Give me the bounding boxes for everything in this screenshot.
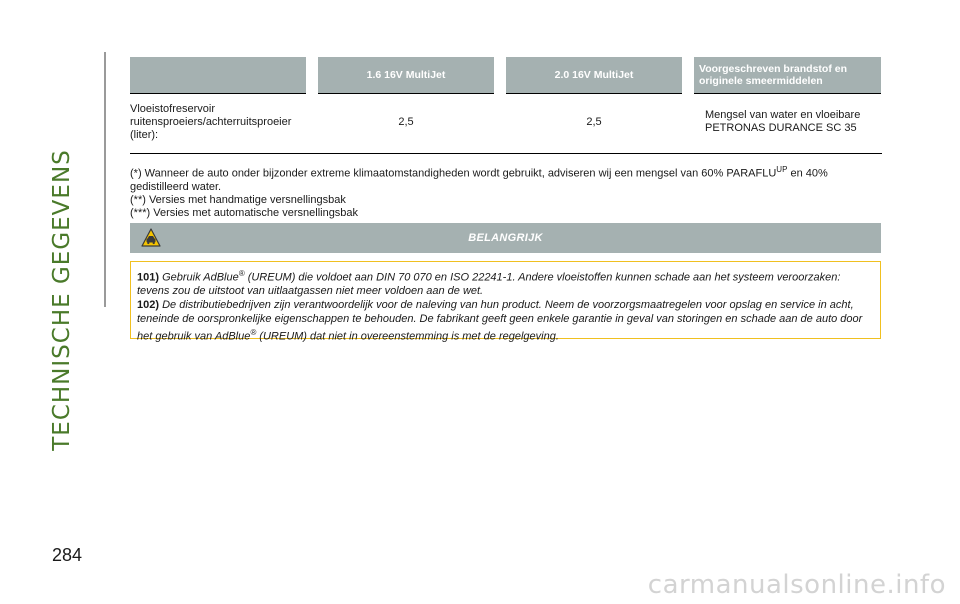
fluid-line: Mengsel van water en vloeibare	[705, 109, 861, 121]
footnote-2: (**) Versies met handmatige versnellingsbak	[130, 193, 346, 206]
row-label	[130, 94, 312, 154]
footnote-1-text: (*) Wanneer de auto onder bijzonder extreme klimaatomstandigheden wordt gebruikt, adviseren wij een mengsel van 60% PARAFLU	[130, 167, 777, 180]
registered-mark: ®	[250, 327, 257, 337]
row-label-line: (liter):	[130, 129, 159, 141]
footnote-3: (***) Versies met automatische versnellingsbak	[130, 206, 359, 219]
registered-mark: ®	[238, 269, 245, 278]
fluid-spec	[688, 94, 881, 154]
page-number: 284	[52, 545, 83, 565]
footnote-1-sup: UP	[776, 165, 788, 174]
notice-header	[130, 223, 881, 253]
header-empty	[130, 57, 312, 94]
header-engine-1-6: 1.6 16V MultiJet	[312, 57, 500, 94]
notice-item-text: (UREUM) die voldoet aan DIN 70 070 en ISO 22241-1. Andere vloeistoffen kunnen schade aan het systeem veroorzaken: tevens zou de uitstoot van uitlaatgassen niet meer voldoen aan de wet.	[137, 271, 841, 297]
table-row	[130, 94, 881, 154]
watermark: carmanualsonline.info	[647, 570, 946, 600]
notice-item-101	[137, 267, 874, 298]
notice-title: BELANGRIJK	[468, 232, 543, 244]
footnotes	[130, 153, 882, 220]
notice-body	[130, 261, 881, 343]
section-title: TECHNISCHE GEGEVENS	[49, 149, 75, 451]
row-label-line: ruitensproeiers/achterruitsproeier	[130, 116, 292, 128]
value-1-6: 2,5	[312, 94, 500, 154]
header-engine-2-0: 2.0 16V MultiJet	[500, 57, 688, 94]
fluid-line: PETRONAS DURANCE SC 35	[705, 122, 857, 134]
header-prescribed-fluid: Voorgeschreven brandstof en originele smeermiddelen	[688, 57, 881, 94]
table-header-row	[130, 57, 881, 94]
notice-item-102	[137, 299, 874, 344]
notice-item-number: 102)	[137, 299, 160, 312]
notice-item-number: 101)	[137, 271, 160, 284]
notice-item-text: Gebruik AdBlue	[162, 271, 239, 284]
row-label-line: Vloeistofreservoir	[130, 103, 215, 115]
notice-item-text: (UREUM) dat niet in overeenstemming is met de regelgeving.	[256, 330, 559, 343]
fluid-spec-table	[130, 57, 881, 153]
footnote-1-tail: en 40% gedistilleerd water.	[130, 167, 828, 193]
value-2-0: 2,5	[500, 94, 688, 154]
notice-item-text: De distributiebedrijven zijn verantwoordelijk voor de naleving van hun product. Neem de voorzorgsmaatregelen voor opslag en service in acht, teneinde de oorspronkelijke eigenschappen te behouden. De fabrikant geeft geen enkele garantie in geval van storingen en schade aan de auto door het gebruik van AdBlue	[137, 299, 863, 343]
footnote-1	[130, 163, 882, 194]
side-divider	[104, 52, 106, 307]
